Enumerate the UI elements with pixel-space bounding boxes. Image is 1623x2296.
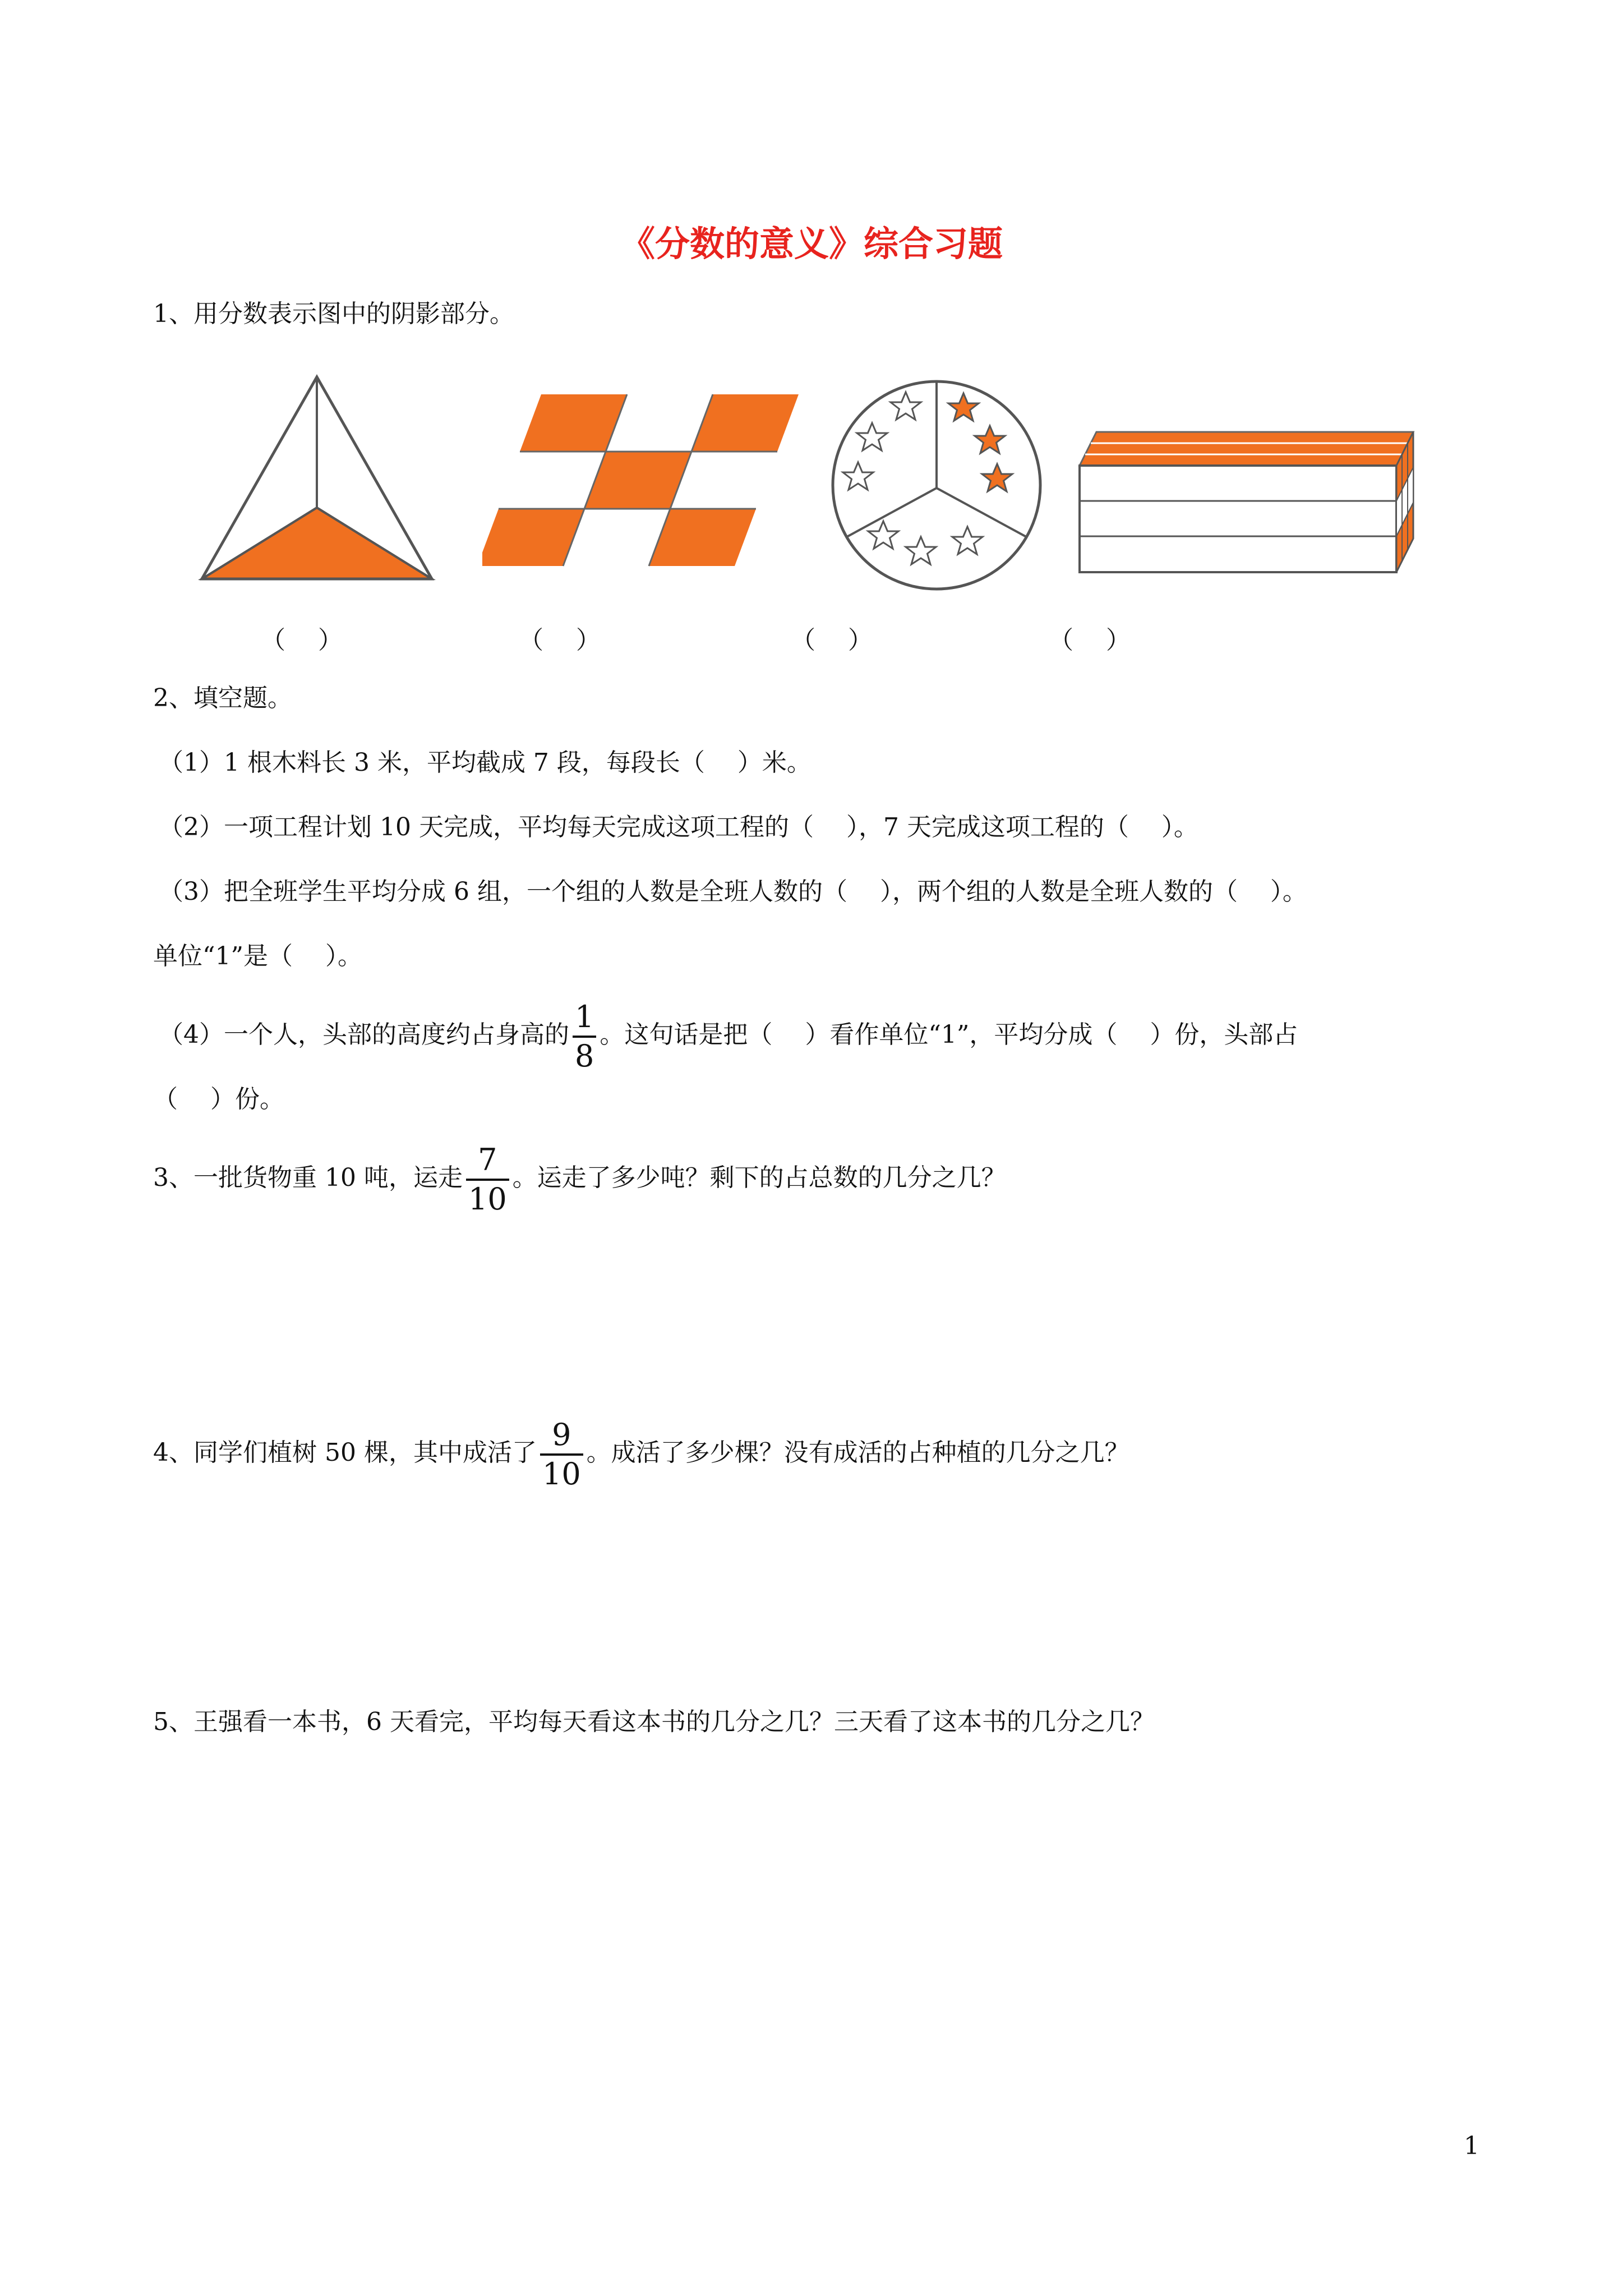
question-2-item-3: （3）把全班学生平均分成 6 组，一个组的人数是全班人数的（ ），两个组的人数是全班人数的（ ）。 (159, 877, 1307, 906)
question-4-pre: 4、同学们植树 50 棵，其中成活了 (153, 1438, 537, 1467)
item-4-text-post: 。这句话是把（ ）看作单位“1”，平均分成（ ）份，头部占 (600, 1020, 1298, 1049)
question-2-item-1: （1）1 根木料长 3 米，平均截成 7 段，每段长（ ）米。 (159, 748, 811, 777)
question-5-text: 5、王强看一本书，6 天看完，平均每天看这本书的几分之几？三天看了这本书的几分之几？ (153, 1708, 1155, 1736)
circle-stars-figure (824, 373, 1049, 597)
parallelogram-figure (482, 390, 819, 575)
question-2-item-3-cont: 单位“1”是（ ）。 (153, 942, 362, 970)
page-number: 1 (1464, 2132, 1479, 2160)
page-title: 《分数的意义》综合习题 (620, 223, 1003, 264)
answer-blank[interactable]: （ ） (791, 626, 873, 655)
fraction-numerator: 7 (466, 1145, 509, 1181)
prism-front-face (1080, 466, 1396, 572)
question-2-item-2: （2）一项工程计划 10 天完成，平均每天完成这项工程的（ ），7 天完成这项工程的（ ）。 (159, 813, 1198, 841)
answer-blank[interactable]: （ ） (1049, 626, 1131, 655)
fraction-numerator: 1 (573, 1002, 596, 1038)
question-2-text: 2、填空题。 (153, 684, 292, 712)
fraction-one-eighth (573, 999, 596, 1074)
question-3-text (153, 1139, 1006, 1217)
fraction-numerator: 9 (540, 1420, 583, 1456)
fraction-seven-tenths (466, 1142, 509, 1217)
fraction-denominator: 10 (542, 1456, 581, 1492)
triangle-figure (196, 370, 443, 589)
answer-blank[interactable]: （ ） (519, 626, 601, 655)
prism-top-face (1080, 432, 1413, 466)
prism-figure (1068, 426, 1427, 578)
item-4-text-pre: （4）一个人，头部的高度约占身高的 (159, 1020, 569, 1049)
fraction-denominator: 8 (575, 1038, 594, 1074)
question-1-text: 1、用分数表示图中的阴影部分。 (153, 300, 514, 328)
question-2-item-4-cont: （ ）份。 (153, 1085, 284, 1114)
question-4-text (153, 1414, 1129, 1492)
question-4-post: 。成活了多少棵？没有成活的占种植的几分之几？ (586, 1438, 1129, 1467)
question-2-item-4 (159, 996, 1298, 1074)
question-3-pre: 3、一批货物重 10 吨，运走 (153, 1163, 463, 1192)
question-3-post: 。运走了多少吨？剩下的占总数的几分之几？ (512, 1163, 1006, 1192)
fraction-denominator: 10 (468, 1181, 507, 1217)
fraction-nine-tenths (540, 1416, 583, 1492)
answer-blank[interactable]: （ ） (261, 626, 343, 655)
